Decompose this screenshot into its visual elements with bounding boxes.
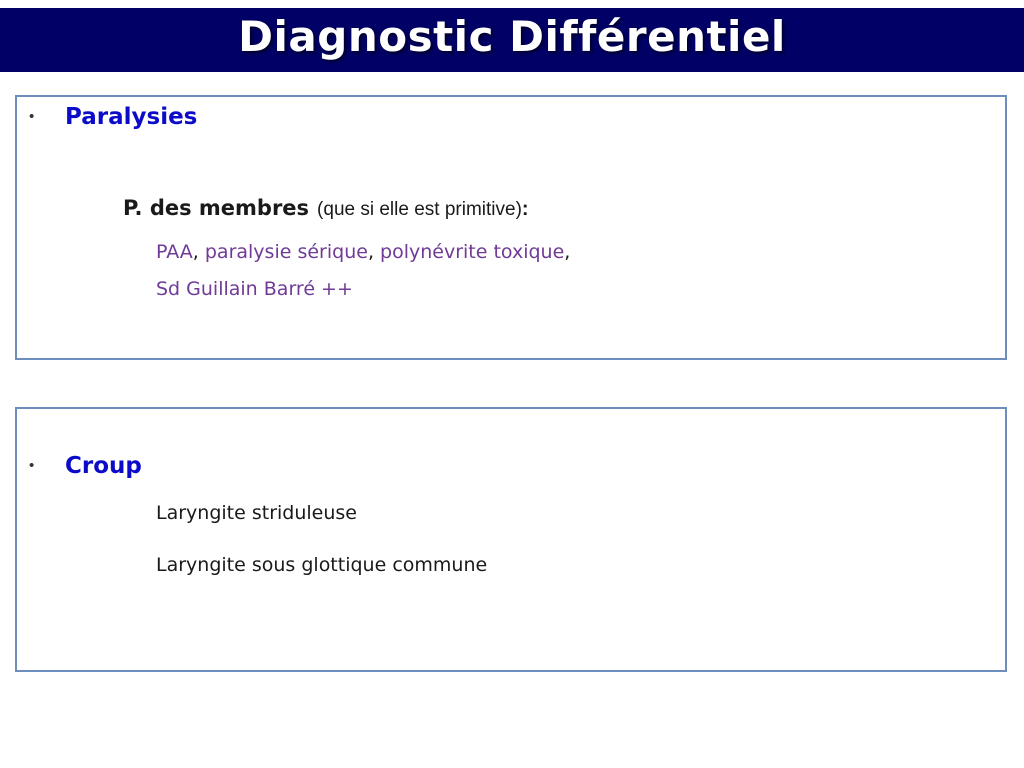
subheading-colon: :	[521, 198, 529, 220]
item-guillain-barre: Sd Guillain Barré ++	[156, 278, 353, 300]
bullet-paralysies: •	[29, 108, 35, 125]
title-bar	[0, 8, 1024, 72]
trailing-comma: ,	[564, 241, 571, 263]
item-laryngite-sous-glottique: Laryngite sous glottique commune	[156, 554, 488, 576]
page-title: Diagnostic Différentiel	[238, 11, 786, 61]
paralysis-items-line-1	[156, 241, 570, 263]
heading-croup: Croup	[65, 453, 142, 479]
subheading-note: (que si elle est primitive)	[317, 199, 522, 220]
item-paralysie-serique: paralysie sérique	[204, 241, 368, 263]
paralysis-items-line-2	[156, 278, 353, 300]
separator: ,	[192, 241, 199, 263]
item-polynevrite-toxique: polynévrite toxique	[380, 241, 565, 263]
item-paa: PAA	[156, 241, 193, 263]
section-paralysies-box	[15, 95, 1007, 360]
subheading-row	[123, 196, 529, 221]
section-croup-box	[15, 407, 1007, 672]
item-laryngite-striduleuse: Laryngite striduleuse	[156, 502, 357, 524]
subheading-membres: P. des membres	[123, 196, 310, 220]
separator: ,	[367, 241, 374, 263]
heading-paralysies: Paralysies	[65, 104, 198, 130]
bullet-croup: •	[29, 457, 35, 474]
